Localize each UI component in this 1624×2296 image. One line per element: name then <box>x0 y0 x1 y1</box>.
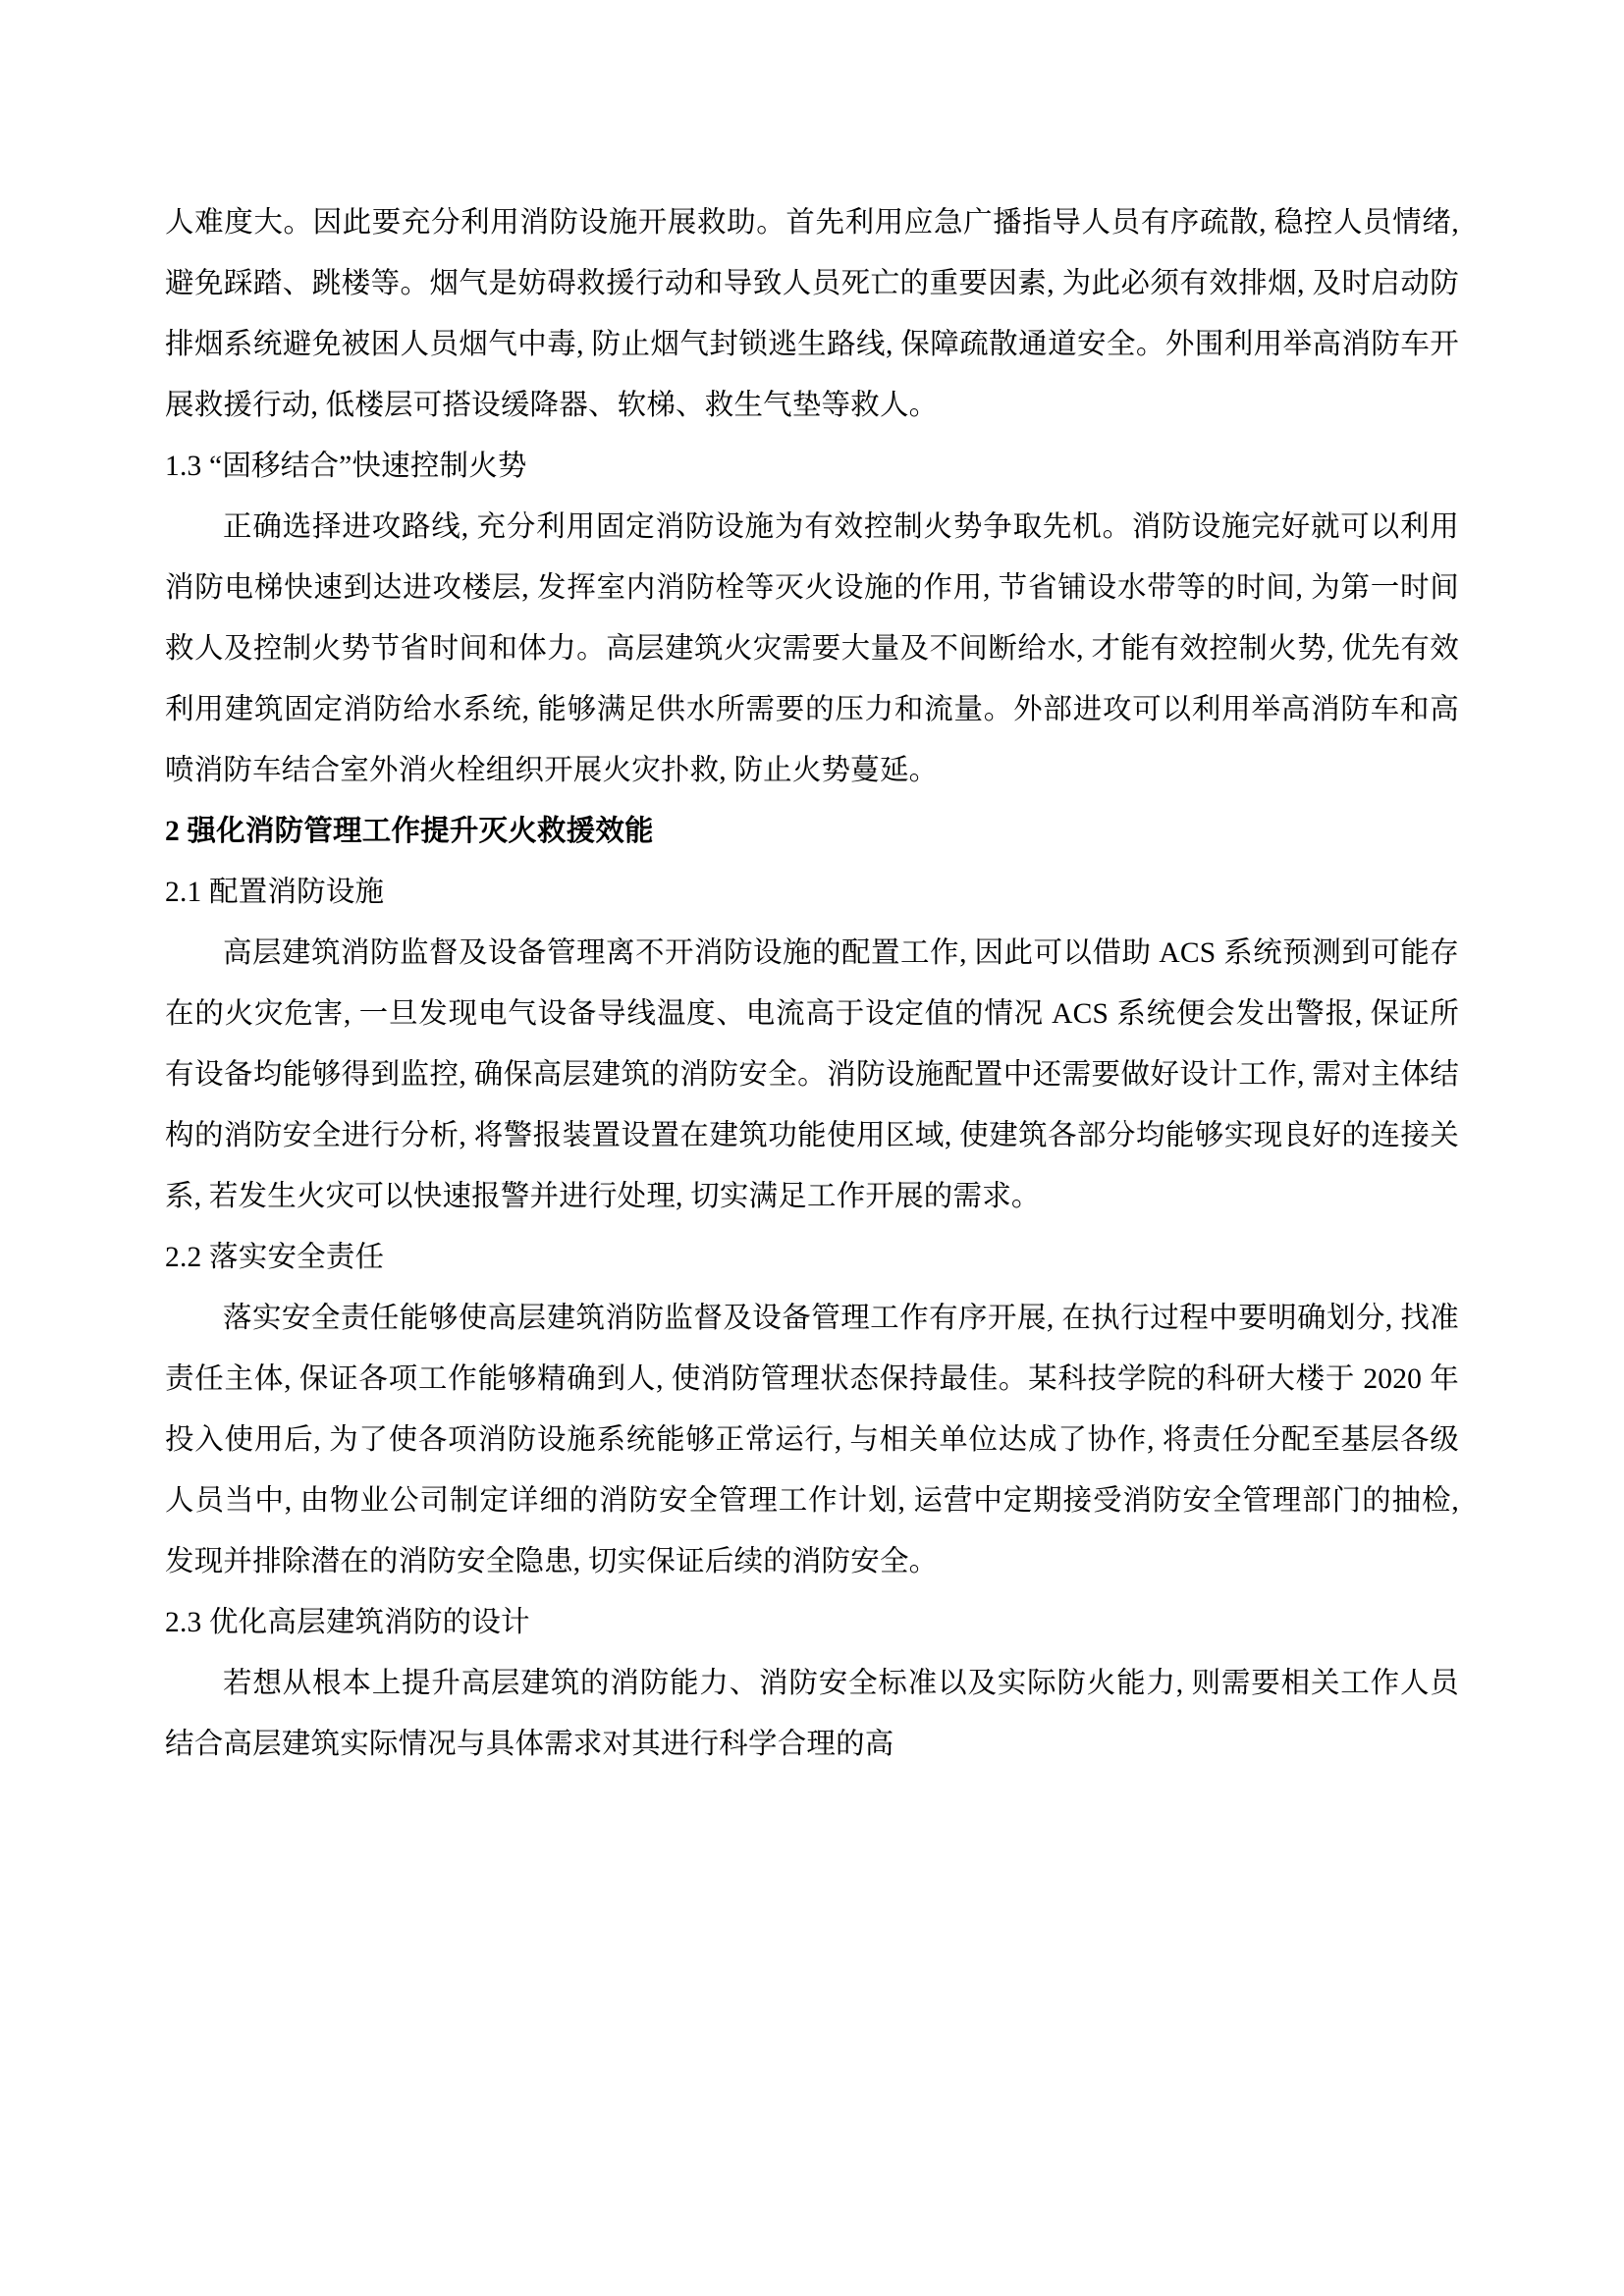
heading-2: 2 强化消防管理工作提升灭火救援效能 <box>165 816 654 847</box>
paragraph-1-3: 正确选择进攻路线, 充分利用固定消防设施为有效控制火势争取先机。消防设施完好就可以利用消防电梯快速到达进攻楼层, 发挥室内消防栓等灭火设施的作用, 节省铺设水带等的时间, 为第一时间救人及控制火势节省时间和体力。高层建筑火灾需要大量及不间断给水, 才能有效控制火势, 优先有效利用建筑固定消防给水系统, 能够满足供水所需要的压力和流量。外部进攻可以利用举高消防车和高喷消防车结合室外消火栓组织开展火灾扑救, 防止火势蔓延。 <box>165 511 1459 786</box>
heading-2-3: 2.3 优化高层建筑消防的设计 <box>165 1607 530 1638</box>
document-text-body <box>165 192 1459 1775</box>
paragraph-2-3: 若想从根本上提升高层建筑的消防能力、消防安全标准以及实际防火能力, 则需要相关工作人员结合高层建筑实际情况与具体需求对其进行科学合理的高 <box>165 1668 1459 1760</box>
heading-2-2: 2.2 落实安全责任 <box>165 1242 385 1273</box>
paragraph-2-1: 高层建筑消防监督及设备管理离不开消防设施的配置工作, 因此可以借助 ACS 系统预测到可能存在的火灾危害, 一旦发现电气设备导线温度、电流高于设定值的情况 ACS 系统便会发出警报, 保证所有设备均能够得到监控, 确保高层建筑的消防安全。消防设施配置中还需要做好设计工作, 需对主体结构的消防安全进行分析, 将警报装置设置在建筑功能使用区域, 使建筑各部分均能够实现良好的连接关系, 若发生火灾可以快速报警并进行处理, 切实满足工作开展的需求。 <box>165 937 1459 1212</box>
paragraph-2-2: 落实安全责任能够使高层建筑消防监督及设备管理工作有序开展, 在执行过程中要明确划分, 找准责任主体, 保证各项工作能够精确到人, 使消防管理状态保持最佳。某科技学院的科研大楼于 2020 年投入使用后, 为了使各项消防设施系统能够正常运行, 与相关单位达成了协作, 将责任分配至基层各级人员当中, 由物业公司制定详细的消防安全管理工作计划, 运营中定期接受消防安全管理部门的抽检, 发现并排除潜在的消防安全隐患, 切实保证后续的消防安全。 <box>165 1303 1459 1577</box>
heading-2-1: 2.1 配置消防设施 <box>165 877 385 908</box>
paragraph-continued: 人难度大。因此要充分利用消防设施开展救助。首先利用应急广播指导人员有序疏散, 稳控人员情绪, 避免踩踏、跳楼等。烟气是妨碍救援行动和导致人员死亡的重要因素, 为此必须有效排烟, 及时启动防排烟系统避免被困人员烟气中毒, 防止烟气封锁逃生路线, 保障疏散通道安全。外围利用举高消防车开展救援行动, 低楼层可搭设缓降器、软梯、救生气垫等救人。 <box>165 207 1459 421</box>
heading-1-3: 1.3 “固移结合”快速控制火势 <box>165 451 527 482</box>
